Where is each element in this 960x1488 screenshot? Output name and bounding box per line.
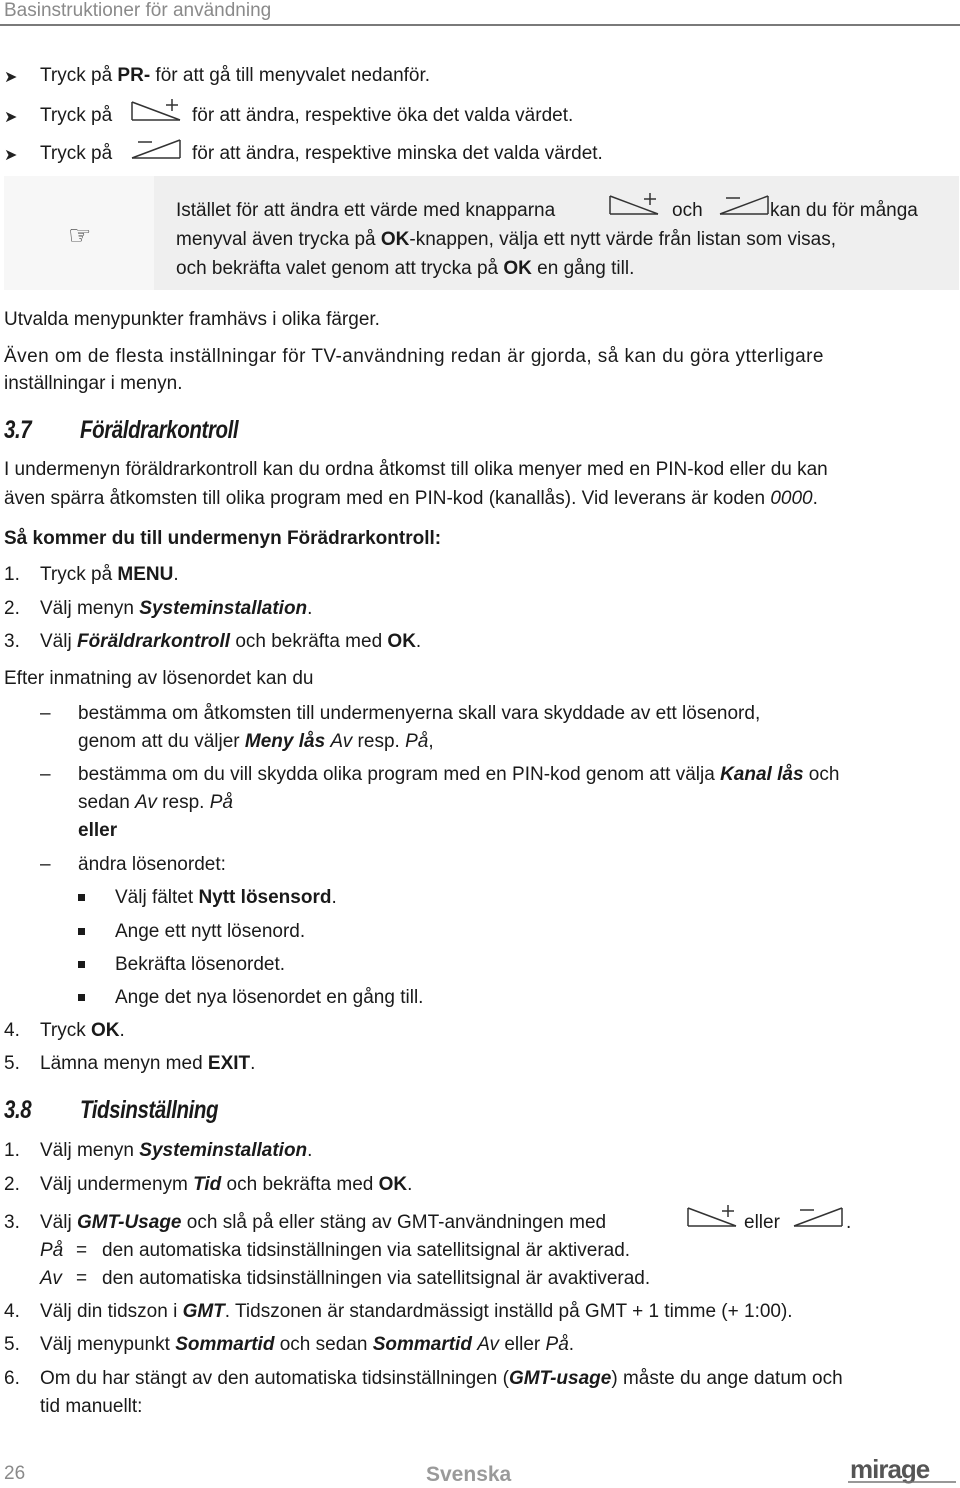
list-number: 1. [4,564,20,585]
note-icon-cell [4,176,154,290]
list-number: 2. [4,1174,20,1195]
plus-button-icon [128,96,184,124]
note-and: och [672,200,703,221]
plus-button-icon [606,190,662,218]
note-line-3: och bekräfta valet genom att trycka på OK en gång till. [176,258,635,279]
minus-button-icon [716,190,772,218]
dash-item-line: ändra lösenordet: [78,854,226,875]
bullet-minus-label: Tryck på [40,143,113,164]
sub-item: Ange det nya lösenordet en gång till. [115,987,424,1008]
dash-item-line: bestämma om åtkomsten till undermenyerna skall vara skyddade av ett lösenord, [78,703,761,724]
header-divider [0,24,960,26]
arrow-bullet-icon: ➤ [4,69,18,86]
dash-item-line: bestämma om du vill skydda olika program med en PIN-kod genom att välja Kanal lås och [78,764,840,785]
list-item: Välj menyn Systeminstallation. [40,1140,313,1161]
note-line-2: menyval även trycka på OK-knappen, välja ett nytt värde från listan som visas, [176,229,837,250]
paragraph: Utvalda menypunkter framhävs i olika färger. [4,309,380,330]
sub-item: Bekräfta lösenordet. [115,954,286,975]
mirage-logo [848,1456,956,1484]
definition-equals: = [76,1240,88,1261]
list-item: Välj undermenym Tid och bekräfta med OK. [40,1174,413,1195]
minus-button-icon [128,134,184,162]
section-number: 3.8 [4,1096,32,1124]
list-item: Tryck OK. [40,1020,125,1041]
dash-item-line: genom att du väljer Meny lås Av resp. På, [78,731,434,752]
definition-text: den automatiska tidsinställningen via satellitsignal är aktiverad. [102,1240,631,1261]
list-item: tid manuellt: [40,1396,143,1417]
footer-language: Svenska [426,1463,512,1486]
list-number: 5. [4,1334,20,1355]
list-item-or: eller [744,1212,780,1233]
page-header: Basinstruktioner för användning [4,0,272,21]
list-item: Välj menypunkt Sommartid och sedan Sommartid Av eller På. [40,1334,575,1355]
arrow-bullet-icon: ➤ [4,147,18,164]
list-item: Välj menyn Systeminstallation. [40,598,313,619]
list-number: 3. [4,631,20,652]
square-bullet [78,894,85,901]
list-item: Lämna menyn med EXIT. [40,1053,256,1074]
dash-bullet: – [40,764,51,785]
dash-item-line: sedan Av resp. På [78,792,233,813]
list-number: 4. [4,1301,20,1322]
paragraph: Efter inmatning av lösenordet kan du [4,668,314,689]
arrow-bullet-icon: ➤ [4,109,18,126]
bullet-plus-label: Tryck på [40,105,113,126]
list-item: Om du har stängt av den automatiska tidsinställningen (GMT-usage) måste du ange datum och [40,1368,843,1389]
definition-equals: = [76,1268,88,1289]
list-number: 3. [4,1212,20,1233]
bullet-plus-text: för att ändra, respektive öka det valda värdet. [192,105,574,126]
bullet-pr: Tryck på PR- för att gå till menyvalet nedanför. [40,65,431,86]
list-number: 2. [4,598,20,619]
list-number: 1. [4,1140,20,1161]
list-number: 5. [4,1053,20,1074]
definition-term: På [40,1240,64,1261]
square-bullet [78,928,85,935]
subheading: Så kommer du till undermenyn Förädrarkontroll: [4,528,442,549]
dash-bullet: – [40,854,51,875]
list-number: 4. [4,1020,20,1041]
list-item-end: . [846,1212,852,1233]
list-item: Tryck på MENU. [40,564,179,585]
sub-item: Välj fältet Nytt lösensord. [115,887,337,908]
bullet-minus-text: för att ändra, respektive minska det valda värdet. [192,143,603,164]
section-title: Tidsinställning [80,1096,219,1124]
definition-term: Av [40,1268,62,1289]
square-bullet [78,994,85,1001]
paragraph: Även om de flesta inställningar för TV-användning redan är gjorda, så kan du göra ytterligare [4,346,824,367]
list-number: 6. [4,1368,20,1389]
paragraph: inställningar i menyn. [4,373,183,394]
plus-button-icon [684,1202,740,1230]
square-bullet [78,961,85,968]
list-item: Välj din tidszon i GMT. Tidszonen är standardmässigt inställd på GMT + 1 timme (+ 1:00). [40,1301,793,1322]
page-number: 26 [4,1463,26,1484]
mirage-logo-text: mirage [850,1456,930,1484]
list-item: Välj GMT-Usage och slå på eller stäng av GMT-användningen med [40,1212,607,1233]
dash-item-line: eller [78,820,118,841]
sub-item: Ange ett nytt lösenord. [115,921,306,942]
section-number: 3.7 [4,416,32,444]
section-title: Föräldrarkontroll [80,416,239,444]
paragraph: även spärra åtkomsten till olika program med en PIN-kod (kanallås). Vid leverans är koden 0000. [4,488,818,509]
paragraph: I undermenyn föräldrarkontroll kan du ordna åtkomst till olika menyer med en PIN-kod eller du kan [4,459,828,480]
dash-bullet: – [40,703,51,724]
pointing-hand-icon: ☞ [68,220,92,250]
note-line-1-end: kan du för många [770,200,918,221]
list-item: Välj Föräldrarkontroll och bekräfta med OK. [40,631,422,652]
definition-text: den automatiska tidsinställningen via satellitsignal är avaktiverad. [102,1268,651,1289]
minus-button-icon [790,1202,846,1230]
note-line-1: Istället för att ändra ett värde med knapparna [176,200,556,221]
